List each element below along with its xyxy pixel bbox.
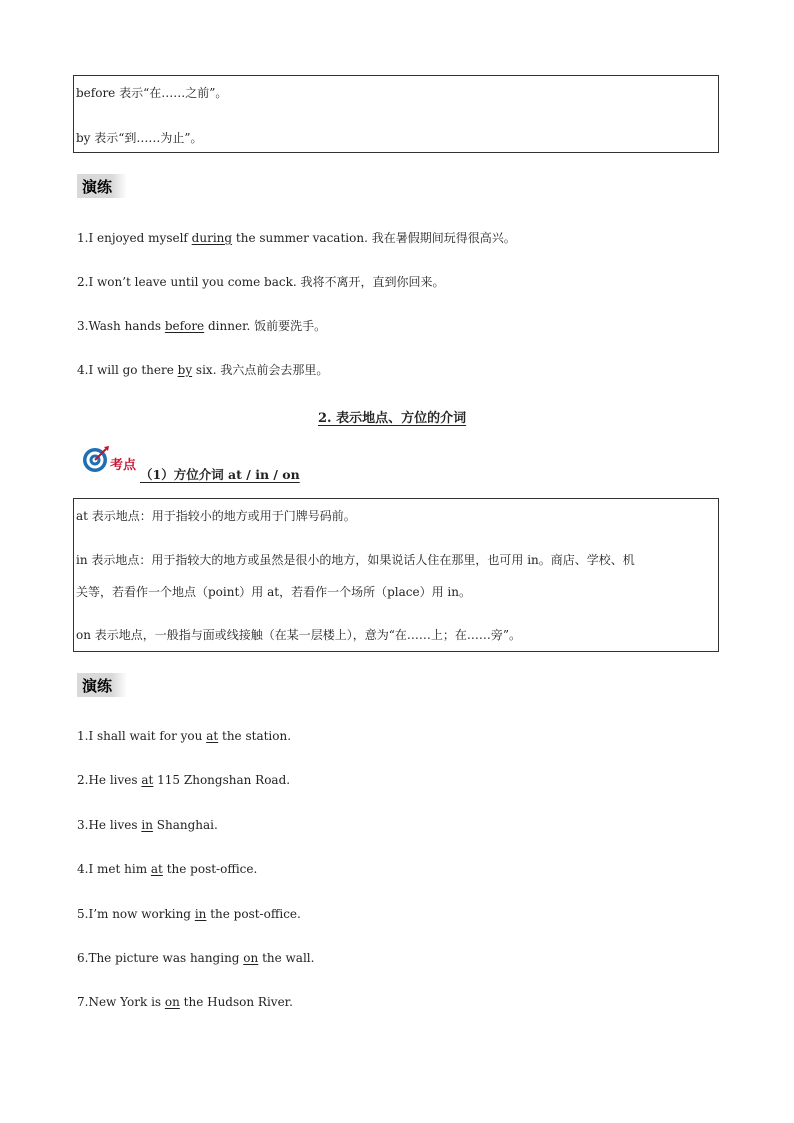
answer-blank: at <box>141 773 154 787</box>
box-line: on 表示地点，一般指与面或线接触（在某一层楼上），意为“在……上；在……旁”。 <box>76 628 522 642</box>
answer-blank: in <box>194 907 207 921</box>
answer-blank: at <box>206 729 219 743</box>
kaodian-label: 考点 <box>110 458 137 473</box>
definition-box-before-by <box>73 75 719 153</box>
practice-label: 演练 <box>77 174 127 198</box>
box-line: by 表示“到……为止”。 <box>76 131 203 145</box>
practice-sentence: 2.I won’t leave until you come back. 我将不离开，直到你回来。 <box>77 275 445 289</box>
practice-label: 演练 <box>77 673 127 697</box>
answer-blank: by <box>177 363 193 377</box>
practice-sentence: 2.He lives at 115 Zhongshan Road. <box>77 773 291 787</box>
answer-blank: in <box>141 818 153 832</box>
sub-title: （1）方位介词 at / in / on <box>140 467 300 482</box>
answer-blank: on <box>164 995 180 1009</box>
practice-sentence: 5.I’m now working in the post-office. <box>77 907 301 921</box>
practice-sentence: 1.I shall wait for you at the station. <box>77 729 292 743</box>
section-title: 2. 表示地点、方位的介词 <box>318 411 467 426</box>
box-line: in 表示地点：用于指较大的地方或虽然是很小的地方，如果说话人住在那里，也可用 in。商店、学校、机 <box>76 553 635 567</box>
practice-sentence: 3.Wash hands before dinner. 饭前要洗手。 <box>77 319 327 333</box>
practice-sentence: 1.I enjoyed myself during the summer vacation. 我在暑假期间玩得很高兴。 <box>77 231 516 245</box>
answer-blank: on <box>243 951 259 965</box>
box-line: before 表示“在……之前”。 <box>76 86 228 100</box>
practice-sentence: 3.He lives in Shanghai. <box>77 818 218 832</box>
box-line: 关等，若看作一个地点（point）用 at，若看作一个场所（place）用 in。 <box>76 585 471 599</box>
practice-sentence: 6.The picture was hanging on the wall. <box>77 951 315 965</box>
practice-sentence: 4.I will go there by six. 我六点前会去那里。 <box>77 363 329 377</box>
answer-blank: during <box>191 231 233 245</box>
box-line: at 表示地点：用于指较小的地方或用于门牌号码前。 <box>76 509 356 523</box>
practice-sentence: 4.I met him at the post-office. <box>77 862 258 876</box>
definition-box-at-in-on <box>73 498 719 652</box>
answer-blank: before <box>164 319 205 333</box>
answer-blank: at <box>150 862 163 876</box>
practice-sentence: 7.New York is on the Hudson River. <box>77 995 293 1009</box>
